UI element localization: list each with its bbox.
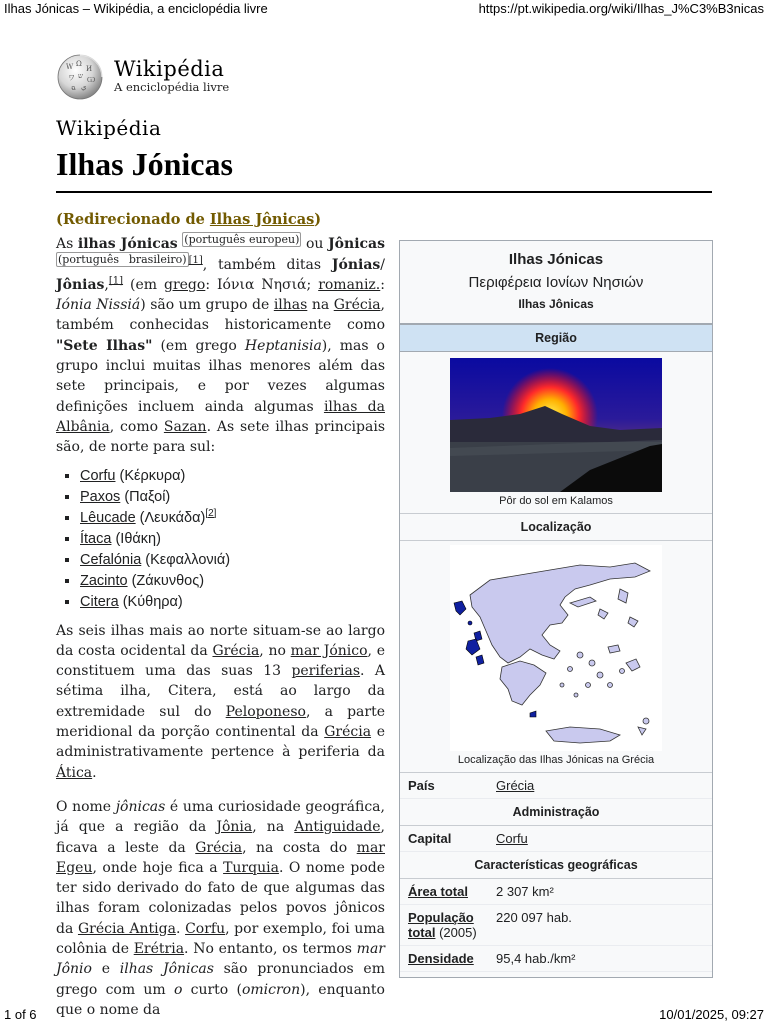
svg-text:ي: ي [81, 83, 87, 91]
page-counter: 1 of 6 [4, 1007, 37, 1022]
infobox-title: Ilhas Jónicas [508, 251, 604, 268]
link-mar-egeu[interactable]: mar Egeu [56, 839, 385, 876]
svg-text:Ω: Ω [76, 60, 82, 68]
article-body [56, 210, 385, 1020]
island-link[interactable]: Ítaca [80, 530, 112, 547]
map-caption: Localização das Ilhas Jónicas na Grécia [457, 754, 655, 766]
link-romaniz[interactable]: romaniz. [318, 276, 381, 293]
link-sazan[interactable]: Sazan [163, 418, 207, 435]
population-value: 220 097 hab. [496, 910, 572, 925]
list-item: ▪ Corfu (Κέρκυρα) [80, 466, 385, 487]
link-grecia[interactable]: Grécia [333, 297, 381, 314]
area-value: 2 307 km² [496, 884, 554, 899]
infobox-row-pais [400, 773, 712, 799]
logo-wordmark: Wikipédia [114, 57, 225, 81]
list-item: ▪ Cefalónia (Κεφαλλονιά) [80, 550, 385, 571]
svg-text:ש: ש [78, 72, 83, 80]
infobox-greek-name: Περιφέρεια Ιονίων Νησιών [468, 274, 644, 291]
note-pe[interactable]: (português europeu) [184, 232, 300, 246]
link-pais-grecia[interactable]: Grécia [496, 778, 535, 793]
print-header [4, 0, 764, 18]
link-grecia[interactable]: Grécia [212, 642, 260, 659]
ref-1[interactable]: [1] [188, 254, 203, 266]
list-item: ▪ Zacinto (Ζάκυνθος) [80, 571, 385, 592]
svg-text:И: И [86, 65, 93, 73]
island-link[interactable]: Cefalónia [80, 551, 142, 568]
print-footer [4, 1006, 764, 1024]
list-item: ▪ Ítaca (Ιθάκη) [80, 529, 385, 550]
infobox-row-population [400, 905, 712, 946]
link-area-total[interactable]: Área total [408, 884, 468, 899]
paragraph-etymology: O nome jônicas é uma curiosidade geográfica, já que a região da Jônia, na Antiguidade, ficava a leste da Grécia, na costa do mar Egeu, onde hoje fica a Turquia. O nome pode ter sido derivado do fato de que algumas das ilhas foram colonizadas pelos povos jônicos da Grécia Antiga. Corfu, por exemplo, foi uma colônia de Erétria. No entanto, os termos mar Jônio e ilhas Jônicas são pronunciados em grego com um o curto (omicron), enquanto que o nome da [56, 798, 386, 1018]
link-ilhas-albania[interactable]: ilhas da Albânia [56, 398, 385, 435]
ref-2[interactable]: [2] [205, 507, 217, 519]
print-title: Ilhas Jónicas – Wikipédia, a enciclopédia livre [4, 1, 268, 16]
site-brand: Wikipédia [56, 116, 162, 140]
list-item: ▪ Citera (Κύθηρα) [80, 592, 385, 613]
link-grecia-antiga[interactable]: Grécia Antiga [77, 920, 176, 937]
infobox-image-cell [400, 352, 712, 514]
title-rule [56, 191, 712, 193]
image-caption: Pôr do sol em Kalamos [499, 495, 613, 507]
intro-paragraph: As ilhas Jónicas $^{(português europeu)}$ ou Jônicas $^{(português brasileiro) [1]}$, também ditas Jónias/ Jônias,[1] (em grego: Ιόνια Νησιά; romaniz.: Iónia Nissiá) são um grupo de ilhas na Grécia, também conhecidas historicamente como "Sete Ilhas" (em grego Heptanisia), mas o grupo inclui muitas ilhas menores além das sete principais, e por vezes algumas definições incluem ainda algumas ilhas da Albânia, como Sazan. As sete ilhas principais são, de norte para sul: [56, 232, 386, 456]
note-pb[interactable]: (português brasileiro) [58, 252, 187, 266]
paragraph-geography: As seis ilhas mais ao norte situam-se ao largo da costa ocidental da Grécia, no mar Jónico, e constituem uma das suas 13 periferias. A sétima ilha, Citera, está ao largo da extremidade sul do Peloponeso, a parte meridional da porção continental da Grécia e administrativamente pertence à periferia da Ática. [56, 622, 386, 781]
redirect-link[interactable]: Ilhas Jônicas [209, 211, 315, 228]
link-corfu[interactable]: Corfu [185, 920, 226, 937]
link-ilhas[interactable]: ilhas [273, 297, 308, 314]
infobox-row-capital [400, 826, 712, 852]
infobox-row-density [400, 946, 712, 972]
link-populacao[interactable]: População total [408, 910, 474, 940]
link-eretria[interactable]: Erétria [133, 941, 185, 958]
sunset-photo[interactable] [450, 358, 662, 492]
ref-1b[interactable]: [1] [108, 275, 124, 287]
svg-text:W: W [66, 63, 74, 71]
print-datetime: 10/01/2025, 09:27 [659, 1007, 764, 1022]
row-label: País [408, 778, 435, 793]
pop-year: (2005) [435, 925, 477, 940]
link-antiguidade[interactable]: Antiguidade [294, 819, 381, 836]
infobox [399, 240, 713, 978]
infobox-header-region: Região [400, 324, 712, 352]
link-densidade[interactable]: Densidade [408, 951, 474, 966]
print-url: https://pt.wikipedia.org/wiki/Ilhas_J%C3%B3nicas [478, 1, 764, 16]
link-grecia[interactable]: Grécia [324, 724, 372, 741]
list-item: ▪ Paxos (Παξοί) [80, 487, 385, 508]
infobox-subtitle: Ilhas Jônicas [400, 291, 712, 324]
page-title: Ilhas Jónicas [56, 146, 233, 182]
infobox-header-admin: Administração [400, 799, 712, 826]
link-mar-jonico[interactable]: mar Jónico [290, 642, 368, 659]
density-value: 95,4 hab./km² [496, 951, 576, 966]
island-link[interactable]: Citera [80, 593, 119, 610]
logo-tagline: A enciclopédia livre [114, 80, 230, 94]
link-jonia[interactable]: Jônia [216, 819, 253, 836]
link-atica[interactable]: Ática [56, 764, 93, 781]
infobox-header-location: Localização [400, 514, 712, 541]
island-link[interactable]: Corfu [80, 467, 116, 484]
island-list [56, 466, 385, 613]
link-periferias[interactable]: periferias [291, 663, 361, 680]
link-grego[interactable]: grego [163, 276, 206, 293]
redirect-notice: (Redirecionado de Ilhas Jônicas) [56, 211, 322, 228]
link-capital-corfu[interactable]: Corfu [496, 831, 528, 846]
svg-text:Ѡ: Ѡ [87, 76, 96, 84]
wikipedia-globe-icon [56, 53, 104, 101]
infobox-header-geo: Características geográficas [400, 852, 712, 879]
row-label: Capital [408, 831, 452, 846]
link-turquia[interactable]: Turquia [223, 859, 279, 876]
link-grecia[interactable]: Grécia [195, 839, 243, 856]
island-link[interactable]: Zacinto [80, 572, 128, 589]
island-link[interactable]: Paxos [80, 488, 121, 505]
svg-text:ワ: ワ [68, 74, 75, 82]
list-item: ▪ Lêucade (Λευκάδα)[2] [80, 508, 385, 529]
link-peloponeso[interactable]: Peloponeso [225, 703, 306, 720]
svg-text:ฉ: ฉ [71, 84, 76, 92]
infobox-map-cell [400, 541, 712, 773]
wikipedia-logo[interactable] [56, 53, 246, 101]
island-link[interactable]: Lêucade [80, 509, 136, 526]
greece-locator-map[interactable] [450, 545, 662, 751]
infobox-row-area [400, 879, 712, 905]
